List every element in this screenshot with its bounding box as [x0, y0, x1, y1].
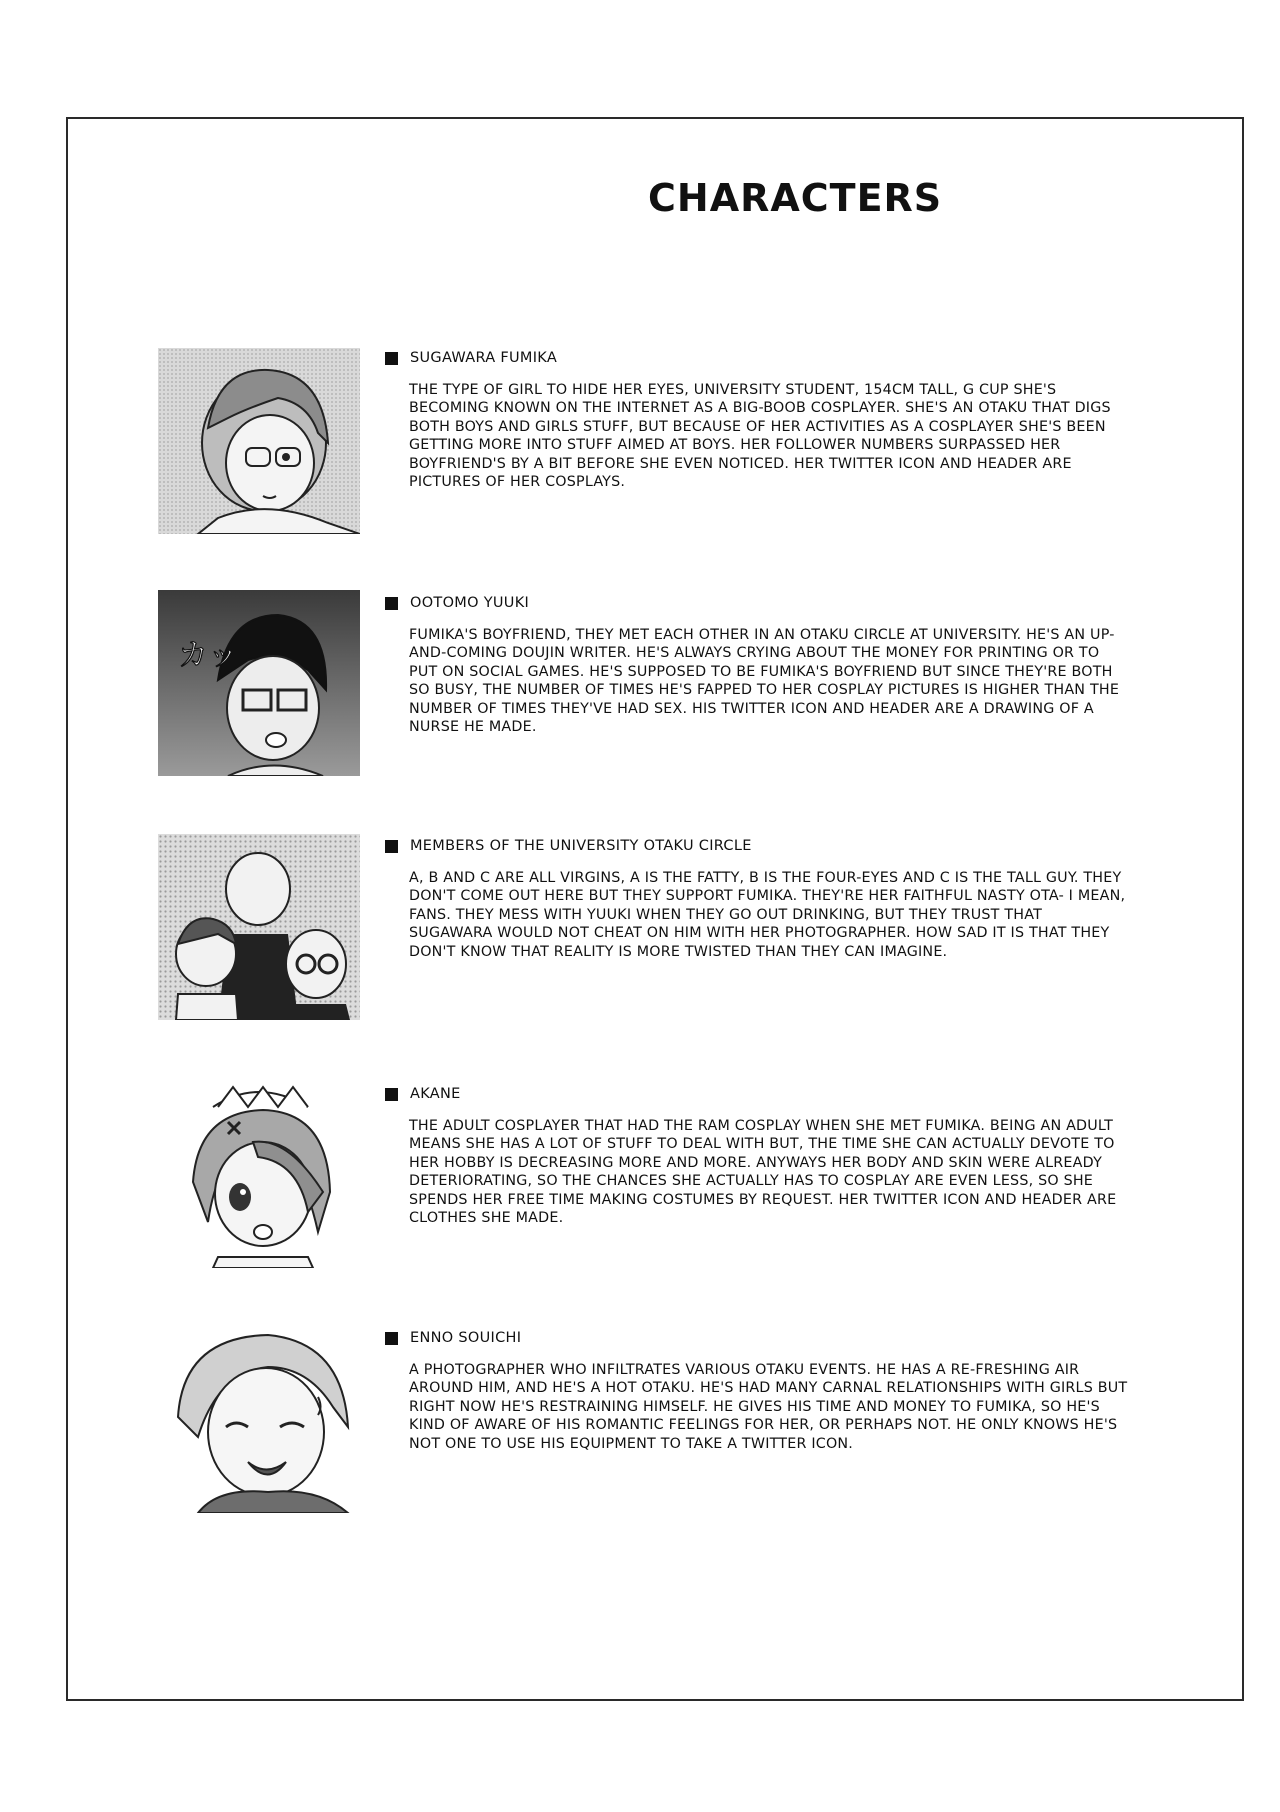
character-description: A PHOTOGRAPHER WHO INFILTRATES VARIOUS OTAKU EVENTS. HE HAS A RE-FRESHING AIR AROUND HIM, AND HE'S A HOT OTAKU. HE'S HAD MANY CARNAL RELATIONSHIPS WITH GIRLS BUT RIGHT NOW HE'S RESTRAINING HIMSELF. HE GIVES HIS TIME AND MONEY TO FUMIKA, SO HE'S KIND OF AWARE OF HIS ROMANTIC FEELINGS FOR HER, OR PERHAPS NOT. HE ONLY KNOWS HE'S NOT ONE TO USE HIS EQUIPMENT TO TAKE A TWITTER ICON. [409, 1362, 1128, 1452]
smiling-photographer-portrait-icon [158, 1327, 360, 1513]
entry-header [385, 595, 529, 611]
page-title: CHARACTERS [648, 176, 943, 220]
entry-header [385, 838, 752, 854]
bullet-square-icon [385, 1332, 398, 1345]
character-portrait [158, 834, 360, 1020]
character-name: MEMBERS OF THE UNIVERSITY OTAKU CIRCLE [410, 838, 752, 854]
character-portrait [158, 1327, 360, 1513]
character-portrait [158, 1082, 360, 1268]
character-name: AKANE [410, 1086, 461, 1102]
character-name: OOTOMO YUUKI [410, 595, 530, 611]
entry-header [385, 350, 557, 366]
girl-with-glasses-portrait-icon [158, 348, 360, 534]
boy-with-glasses-portrait-icon [158, 590, 360, 776]
svg-text:カッ: カッ [178, 638, 238, 673]
bullet-square-icon [385, 352, 398, 365]
three-circle-members-portrait-icon [158, 834, 360, 1020]
character-portrait [158, 348, 360, 534]
maid-cosplayer-portrait-icon [158, 1082, 360, 1268]
entry-header [385, 1330, 521, 1346]
character-description: A, B AND C ARE ALL VIRGINS, A IS THE FATTY, B IS THE FOUR-EYES AND C IS THE TALL GUY. THEY DON'T COME OUT HERE BUT THEY SUPPORT FUMIKA. THEY'RE HER FAITHFUL NASTY OTA- I MEAN, FANS. THEY MESS WITH YUUKI WHEN THEY GO OUT DRINKING, BUT THEY TRUST THAT SUGAWARA WOULD NOT CHEAT ON HIM WITH HER PHOTOGRAPHER. HOW SAD IT IS THAT THEY DON'T KNOW THAT REALITY IS MORE TWISTED THAN THEY CAN IMAGINE. [409, 870, 1126, 960]
bullet-square-icon [385, 840, 398, 853]
bullet-square-icon [385, 1088, 398, 1101]
entry-header [385, 1086, 461, 1102]
character-description: FUMIKA'S BOYFRIEND, THEY MET EACH OTHER IN AN OTAKU CIRCLE AT UNIVERSITY. HE'S AN UP-AND-COMING DOUJIN WRITER. HE'S ALWAYS CRYING ABOUT THE MONEY FOR PRINTING OR TO PUT ON SOCIAL GAMES. HE'S SUPPOSED TO BE FUMIKA'S BOYFRIEND BUT SINCE THEY'RE BOTH SO BUSY, THE NUMBER OF TIMES HE'S FAPPED TO HER COSPLAY PICTURES IS HIGHER THAN THE NUMBER OF TIMES THEY'VE HAD SEX. HIS TWITTER ICON AND HEADER ARE A DRAWING OF A NURSE HE MADE. [409, 627, 1120, 736]
character-description: THE ADULT COSPLAYER THAT HAD THE RAM COSPLAY WHEN SHE MET FUMIKA. BEING AN ADULT MEANS SHE HAS A LOT OF STUFF TO DEAL WITH BUT, THE TIME SHE CAN ACTUALLY DEVOTE TO HER HOBBY IS DECREASING MORE AND MORE. ANYWAYS HER BODY AND SKIN WERE ALREADY DETERIORATING, SO THE CHANCES SHE ACTUALLY HAS TO COSPLAY ARE EVEN LESS, SO SHE SPENDS HER FREE TIME MAKING COSTUMES BY REQUEST. HER TWITTER ICON AND HEADER ARE CLOTHES SHE MADE. [409, 1118, 1117, 1227]
character-name: SUGAWARA FUMIKA [410, 350, 558, 366]
bullet-square-icon [385, 597, 398, 610]
character-name: ENNO SOUICHI [410, 1330, 522, 1346]
character-portrait [158, 590, 360, 776]
character-description: THE TYPE OF GIRL TO HIDE HER EYES, UNIVERSITY STUDENT, 154CM TALL, G CUP SHE'S BECOMING KNOWN ON THE INTERNET AS A BIG-BOOB COSPLAYER. SHE'S AN OTAKU THAT DIGS BOTH BOYS AND GIRLS STUFF, BUT BECAUSE OF HER ACTIVITIES AS A COSPLAYER SHE'S BEEN GETTING MORE INTO STUFF AIMED AT BOYS. HER FOLLOWER NUMBERS SURPASSED HER BOYFRIEND'S BY A BIT BEFORE SHE EVEN NOTICED. HER TWITTER ICON AND HEADER ARE PICTURES OF HER COSPLAYS. [409, 382, 1111, 491]
